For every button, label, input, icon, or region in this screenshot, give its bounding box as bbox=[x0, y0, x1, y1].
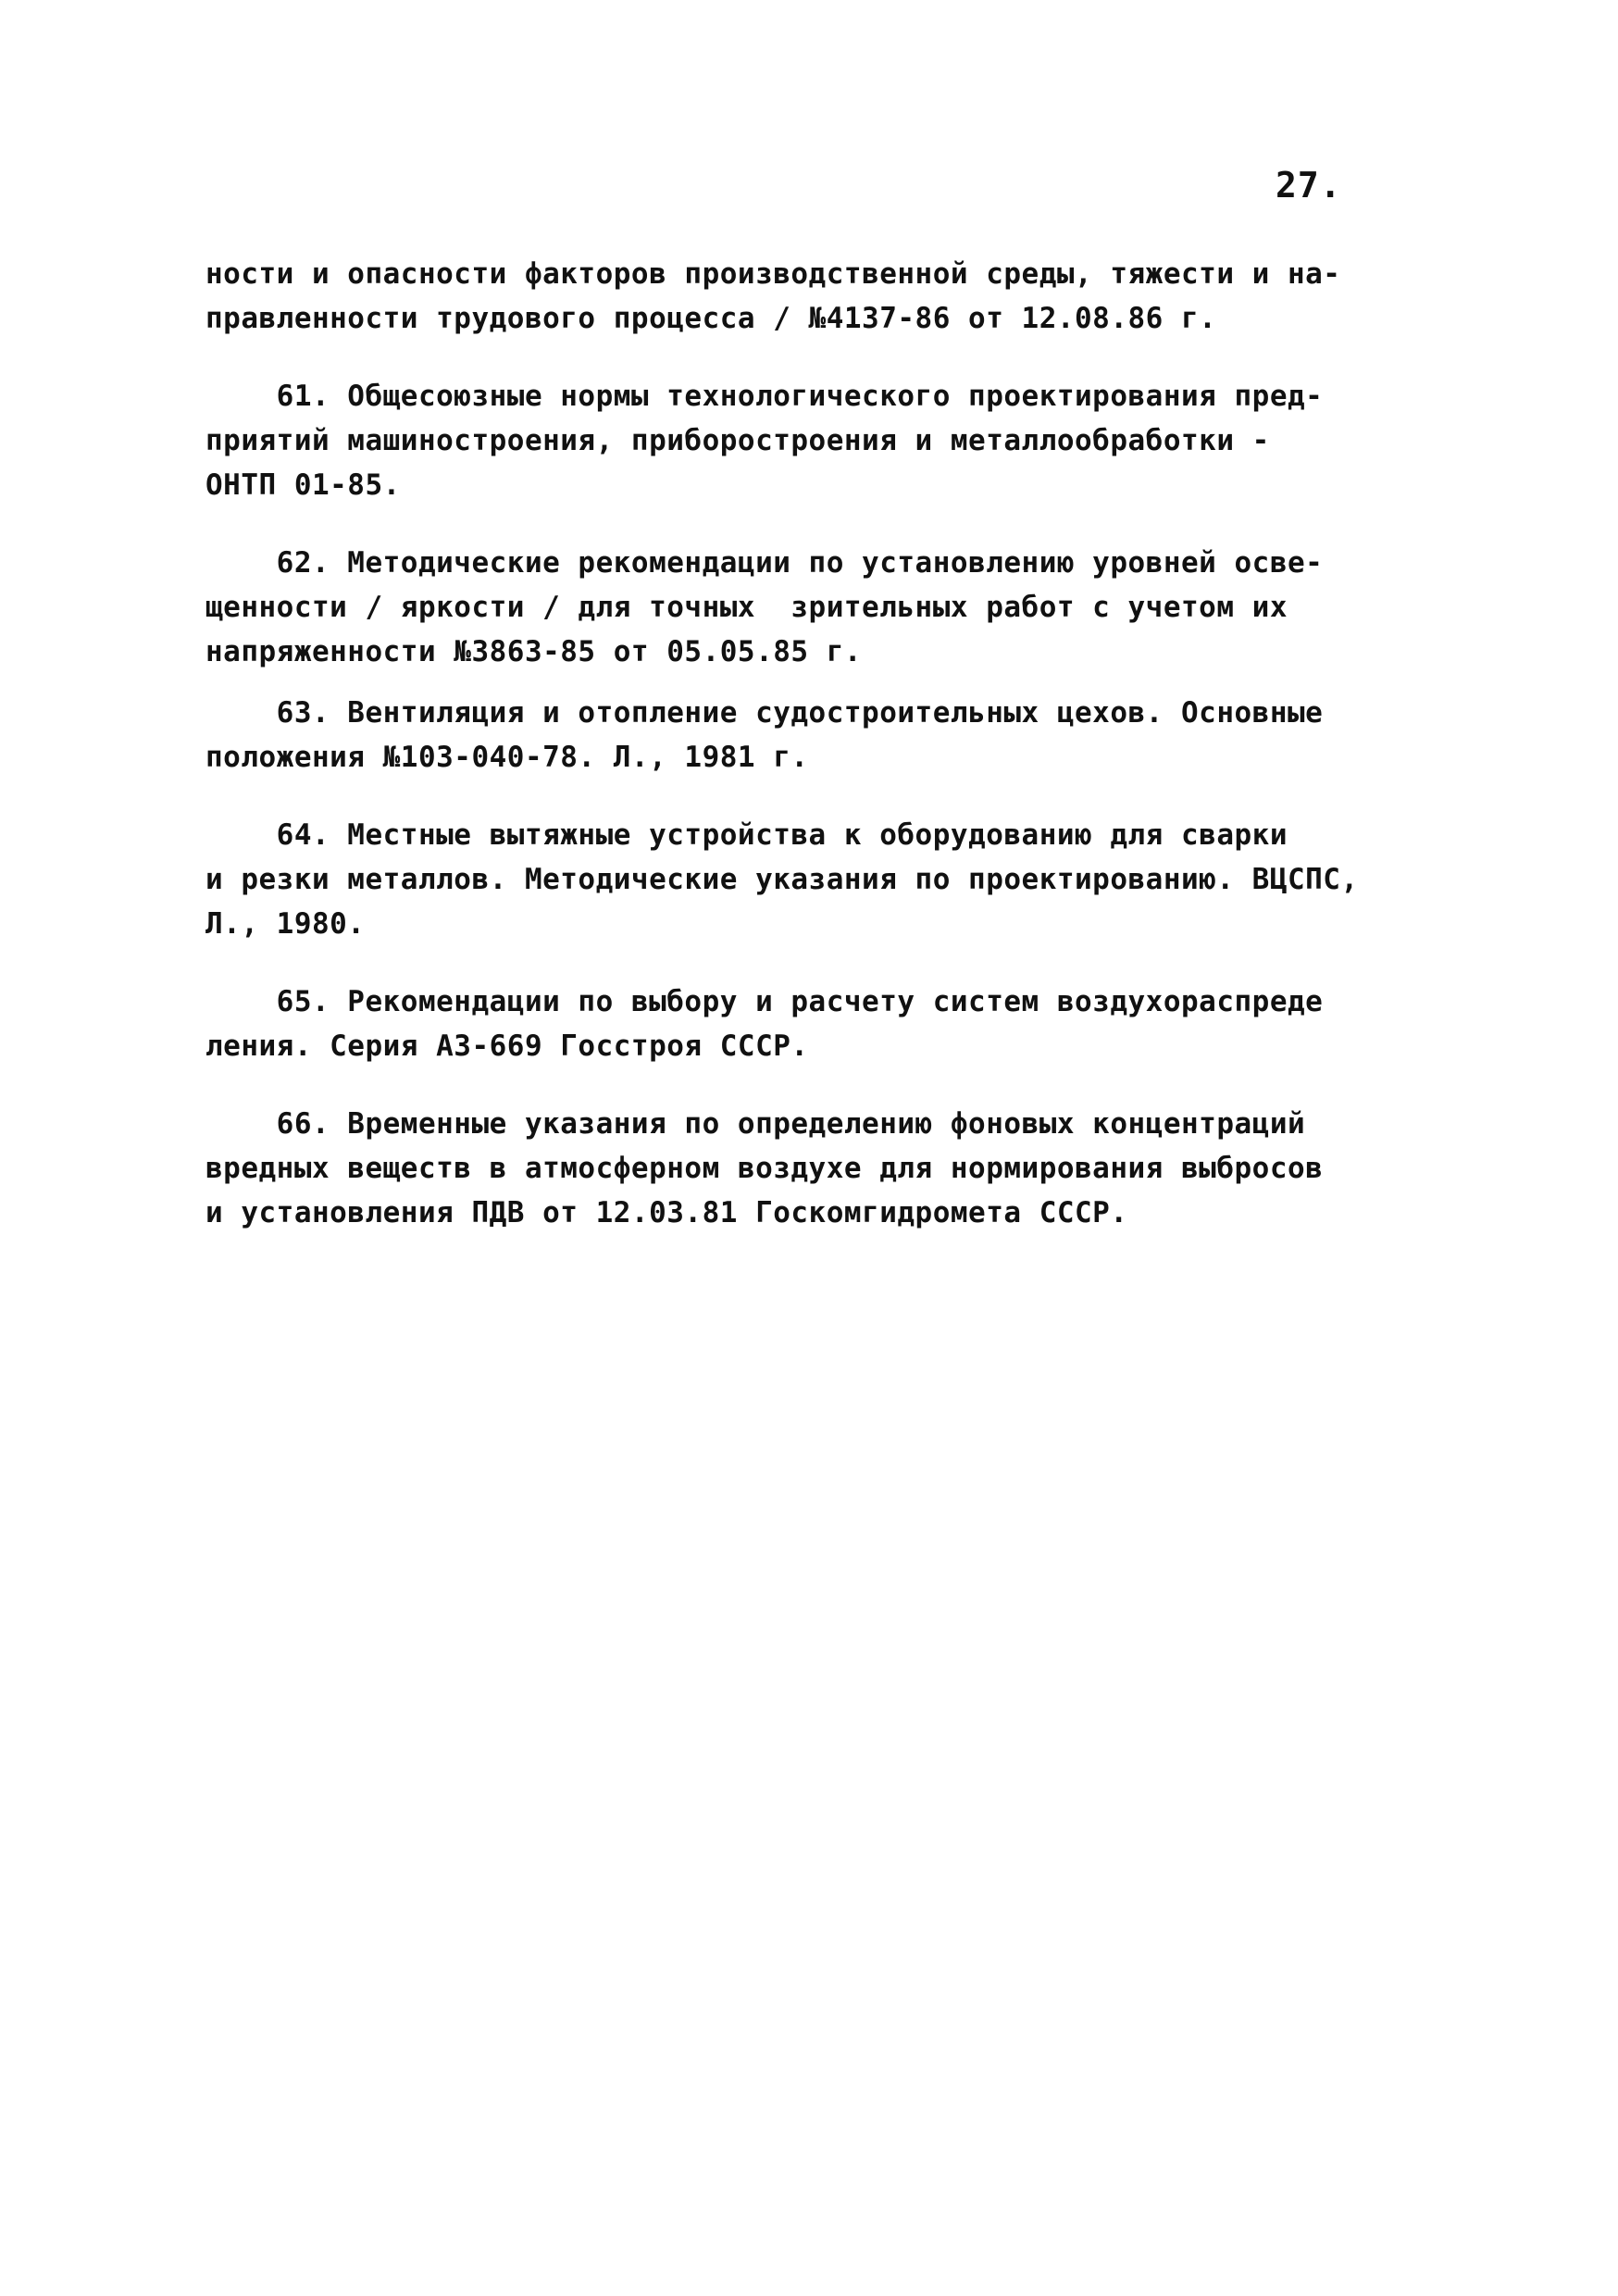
reference-entry-continued bbox=[205, 252, 1446, 341]
text-line: 63. Вентиляция и отопление судостроительных цехов. Основные bbox=[205, 696, 1324, 730]
reference-entry-66 bbox=[205, 1102, 1446, 1235]
text-line: положения №103-040-78. Л., 1981 г. bbox=[205, 741, 809, 774]
text-line: 62. Методические рекомендации по установлению уровней осве- bbox=[205, 546, 1324, 580]
text-line: ления. Серия А3-669 Госстроя СССР. bbox=[205, 1029, 809, 1063]
reference-entry-64 bbox=[205, 813, 1446, 946]
text-line: напряженности №3863-85 от 05.05.85 г. bbox=[205, 635, 863, 668]
text-line: щенности / яркости / для точных зрительных работ с учетом их bbox=[205, 591, 1288, 624]
text-line: ОНТП 01-85. bbox=[205, 468, 401, 502]
reference-entry-61 bbox=[205, 374, 1446, 507]
reference-entry-62 bbox=[205, 541, 1446, 674]
text-line: Л., 1980. bbox=[205, 907, 366, 941]
reference-list bbox=[205, 252, 1446, 1268]
text-line: 66. Временные указания по определению фоновых концентраций bbox=[205, 1107, 1306, 1141]
reference-entry-65 bbox=[205, 980, 1446, 1068]
text-line: 64. Местные вытяжные устройства к оборудованию для сварки bbox=[205, 818, 1288, 852]
text-line: 65. Рекомендации по выбору и расчету систем воздухораспреде bbox=[205, 985, 1324, 1018]
text-line: ности и опасности факторов производственной среды, тяжести и на- bbox=[205, 257, 1341, 291]
page-number: 27. bbox=[1276, 165, 1342, 206]
text-line: правленности трудового процесса / №4137-86 от 12.08.86 г. bbox=[205, 302, 1217, 335]
text-line: вредных веществ в атмосферном воздухе для нормирования выбросов bbox=[205, 1152, 1324, 1185]
reference-entry-63 bbox=[205, 691, 1446, 780]
text-line: и резки металлов. Методические указания по проектированию. ВЦСПС, bbox=[205, 863, 1359, 896]
text-line: 61. Общесоюзные нормы технологического проектирования пред- bbox=[205, 380, 1324, 413]
text-line: и установления ПДВ от 12.03.81 Госкомгидромета СССР. bbox=[205, 1196, 1128, 1229]
text-line: приятий машиностроения, приборостроения и металлообработки - bbox=[205, 424, 1270, 457]
